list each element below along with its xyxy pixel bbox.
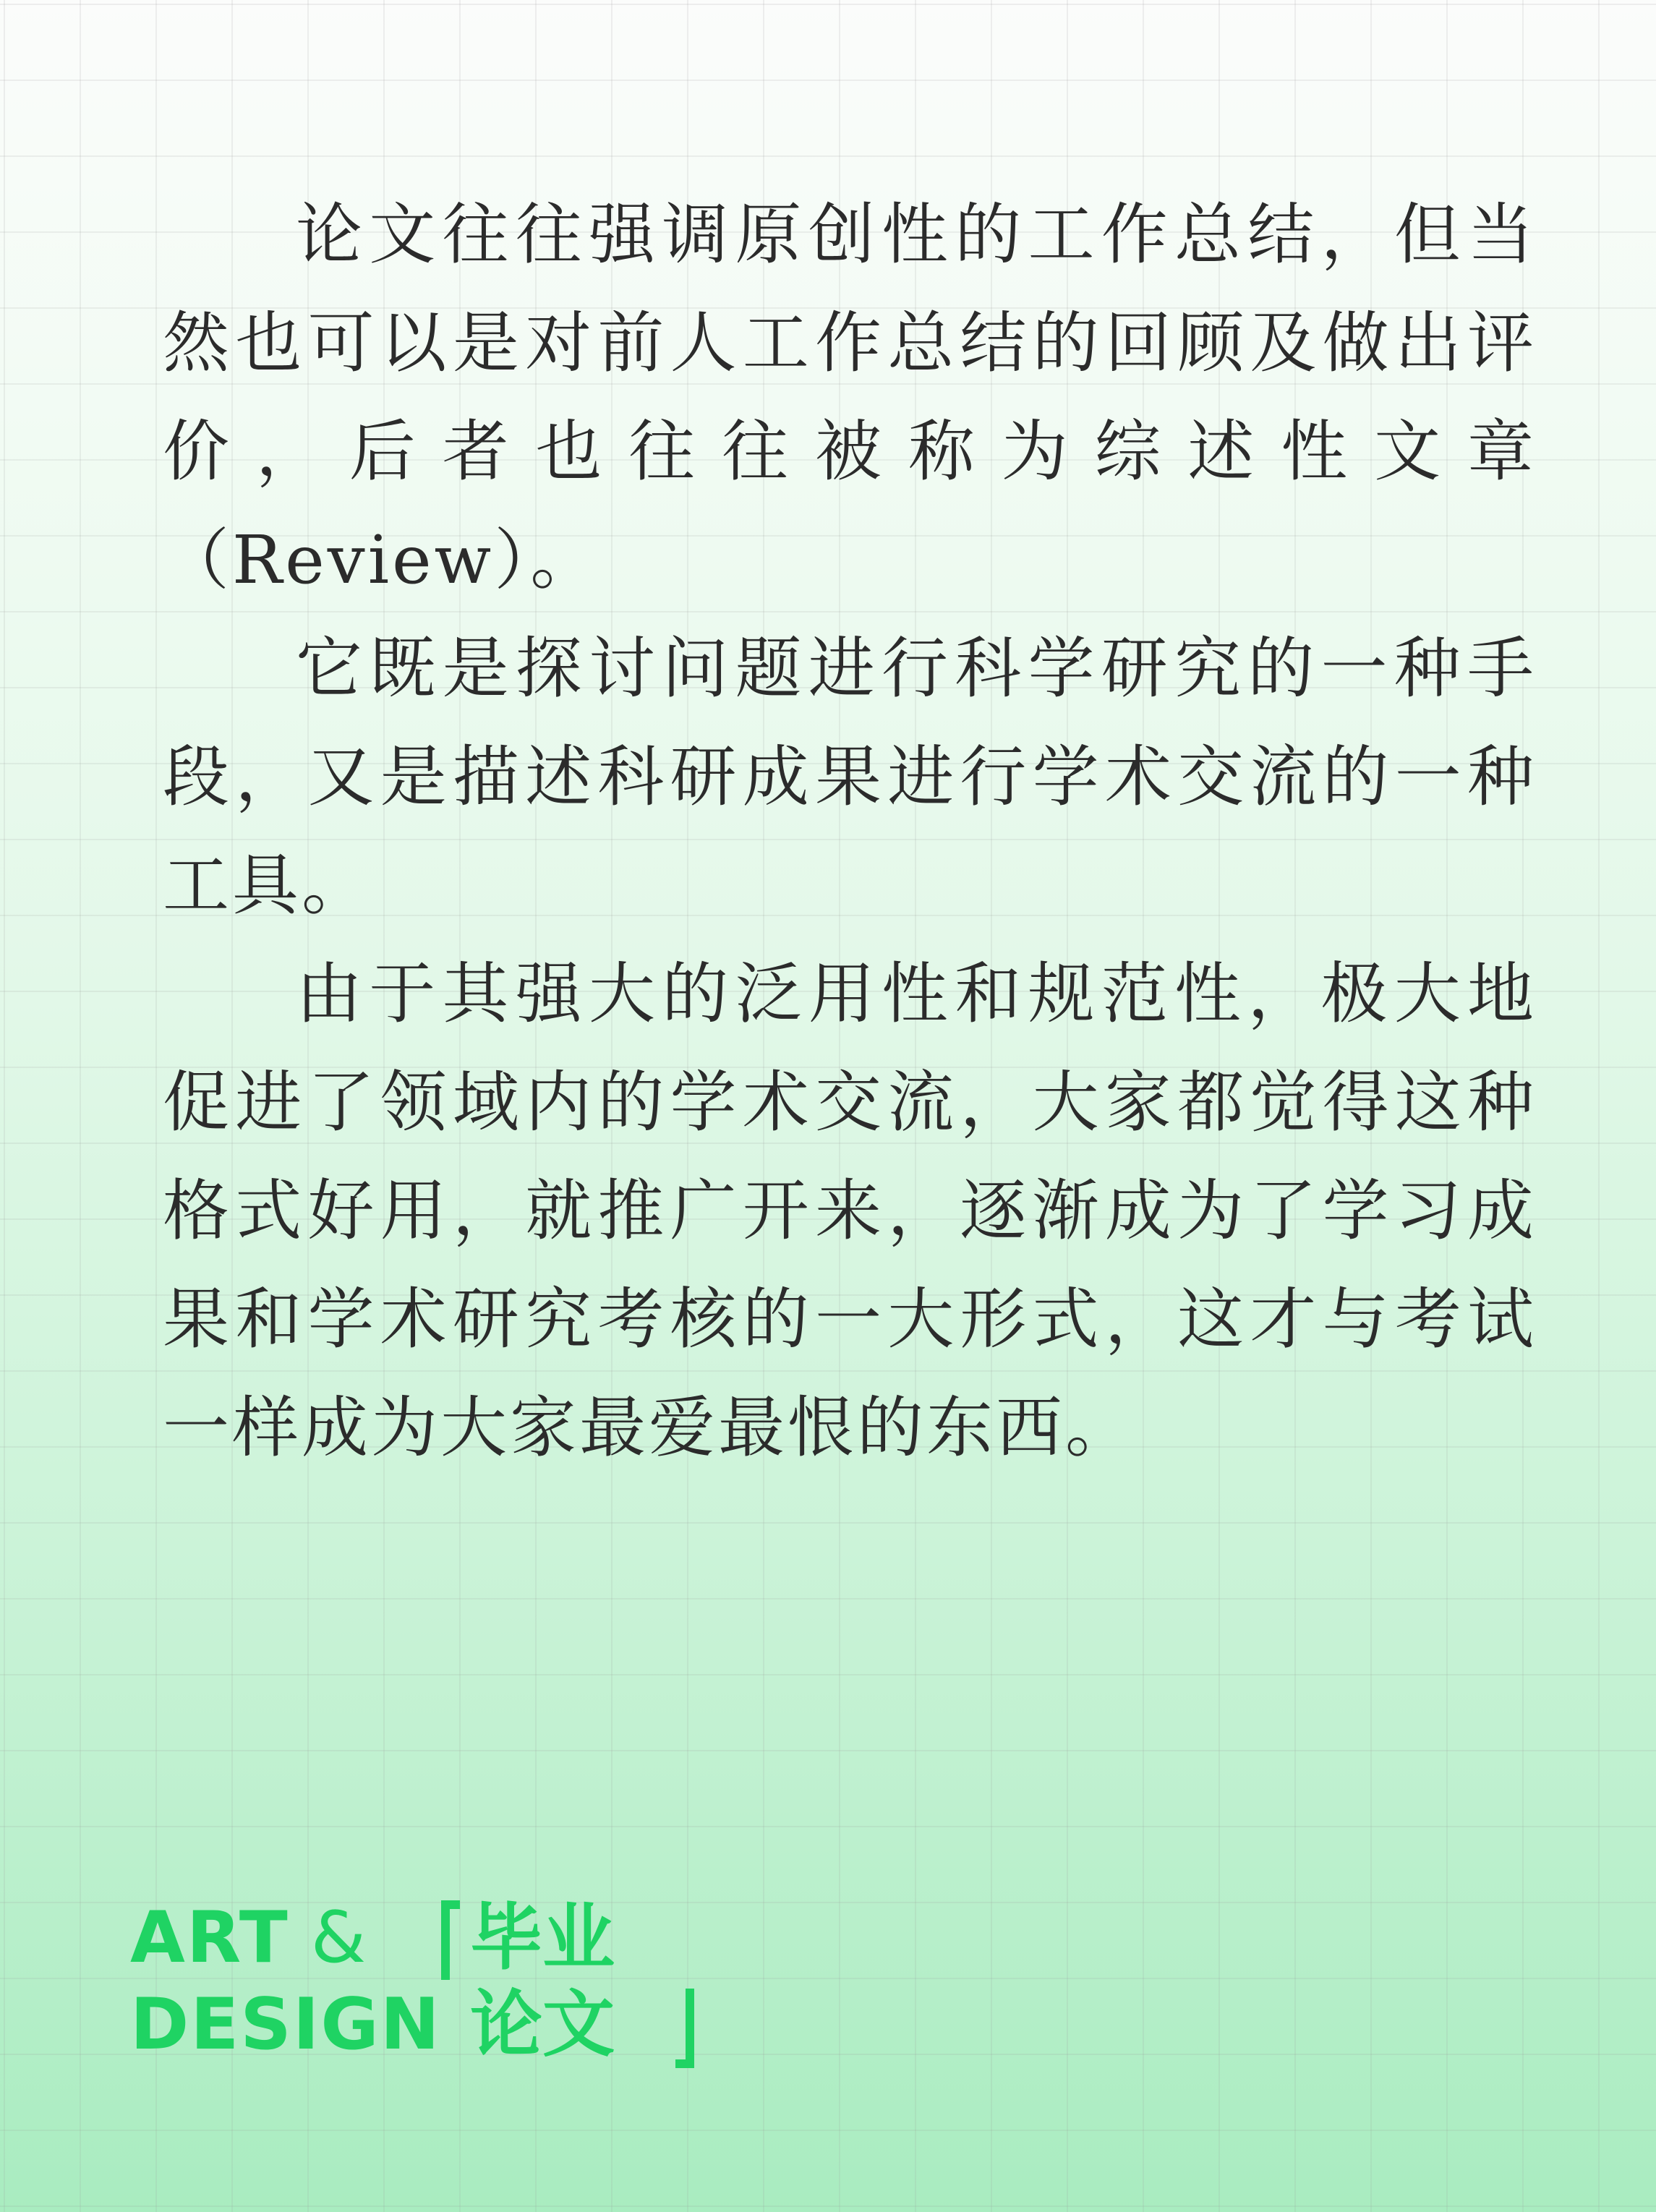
logo-line-art	[130, 1895, 441, 1981]
paragraph-2: 它既是探讨问题进行科学研究的一种手段，又是描述科研成果进行学术交流的一种工具。	[163, 630, 1537, 924]
logo-line-design: DESIGN	[130, 1983, 441, 2066]
corner-bracket-open-icon	[441, 1900, 460, 1980]
article-body	[163, 181, 1537, 1482]
corner-bracket-close-icon	[675, 1989, 694, 2068]
art-design-logo	[130, 1895, 694, 2075]
logo-ampersand: &	[310, 1897, 368, 1979]
paragraph-3: 由于其强大的泛用性和规范性，极大地促进了领域内的学术交流，大家都觉得这种格式好用，就推广开来，逐渐成为了学习成果和学术研究考核的一大形式，这才与考试一样成为大家最爱最恨的东西。	[163, 955, 1537, 1466]
paragraph-1: 论文往往强调原创性的工作总结，但当然也可以是对前人工作总结的回顾及做出评价，后者也往往被称为综述性文章（Review）。	[163, 196, 1537, 599]
logo-art-word: ART	[130, 1897, 289, 1979]
logo-cn-line-1: 毕业	[470, 1895, 615, 1980]
logo-chinese-text	[441, 1895, 694, 2075]
logo-cn-line-2: 论文	[470, 1982, 615, 2067]
logo-latin-text	[130, 1895, 441, 2068]
